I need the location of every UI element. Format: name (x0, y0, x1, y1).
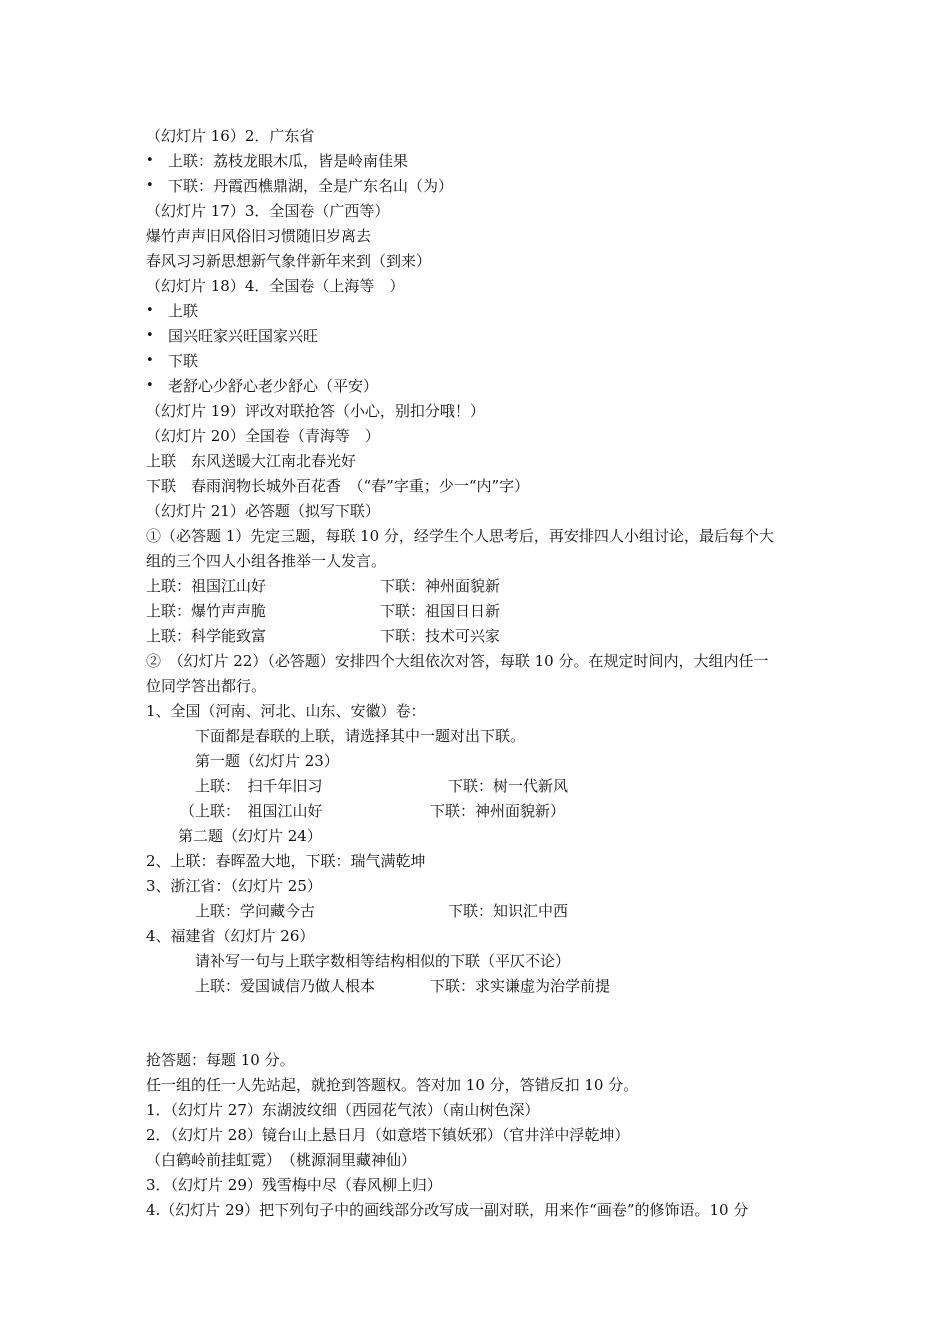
text-line: 请补写一句与上联字数相等结构相似的下联（平仄不论） (195, 952, 571, 970)
couplet-lower: 下联：技术可兴家 (380, 627, 501, 645)
text-line: 老舒心少舒心老少舒心（平安） (168, 377, 379, 395)
couplet-lower: 下联：知识汇中西 (448, 902, 569, 920)
couplet-lower: 下联：神州面貌新） (430, 802, 566, 820)
bullet-icon: • (146, 178, 154, 193)
text-line: 上联 东风送暖大江南北春光好 (146, 452, 357, 470)
text-line: 位同学答出都行。 (146, 677, 267, 695)
text-line: 下联 春雨润物长城外百花香 （“春”字重；少一“内”字） (146, 477, 530, 495)
couplet-lower: 下联：求实谦虚为治学前提 (430, 977, 611, 995)
text-line: 上联 (168, 302, 199, 320)
text-line: 下面都是春联的上联，请选择其中一题对出下联。 (195, 727, 526, 745)
text-line: 春风习习新思想新气象伴新年来到（到来） (146, 252, 432, 270)
text-line: 第二题（幻灯片 24） (178, 827, 322, 845)
text-line: （幻灯片 16）2．广东省 (146, 127, 315, 145)
couplet-lower: 下联：祖国日日新 (380, 602, 501, 620)
text-line: 3．（幻灯片 29）残雪梅中尽（春风柳上归） (146, 1176, 442, 1194)
text-line: ①（必答题 1）先定三题，每联 10 分，经学生个人思考后，再安排四人小组讨论，最后每个大 (146, 527, 774, 545)
bullet-icon: • (146, 328, 154, 343)
text-line: 4.（幻灯片 29）把下列句子中的画线部分改写成一副对联，用来作“画卷”的修饰语。10 分 (146, 1201, 749, 1219)
text-line: （幻灯片 21）必答题（拟写下联） (146, 502, 380, 520)
couplet-upper: 上联：科学能致富 (146, 627, 267, 645)
couplet-upper: 上联： 扫千年旧习 (195, 777, 323, 795)
couplet-lower: 下联：神州面貌新 (380, 577, 501, 595)
text-line: （幻灯片 19）评改对联抢答（小心，别扣分哦！） (146, 402, 485, 420)
text-line: 4、福建省（幻灯片 26） (146, 927, 315, 945)
bullet-icon: • (146, 353, 154, 368)
couplet-upper: （上联： 祖国江山好 (180, 802, 323, 820)
couplet-upper: 上联：学问藏今古 (195, 902, 316, 920)
text-line: 2．（幻灯片 28）镜台山上悬日月（如意塔下镇妖邪）（官井洋中浮乾坤） (146, 1126, 630, 1144)
text-line: 第一题（幻灯片 23） (195, 752, 339, 770)
text-line: 国兴旺家兴旺国家兴旺 (168, 327, 319, 345)
bullet-icon: • (146, 153, 154, 168)
text-line: 爆竹声声旧风俗旧习惯随旧岁离去 (146, 227, 372, 245)
couplet-upper: 上联：爆竹声声脆 (146, 602, 267, 620)
text-line: （幻灯片 18）4．全国卷（上海等 ） (146, 277, 405, 295)
text-line: 2、上联：春晖盈大地，下联：瑞气满乾坤 (146, 852, 426, 870)
text-line: （白鹤岭前挂虹霓） （桃源洞里藏神仙） (146, 1151, 417, 1169)
couplet-upper: 上联：祖国江山好 (146, 577, 267, 595)
couplet-upper: 上联：爱国诚信乃做人根本 (195, 977, 376, 995)
bullet-icon: • (146, 303, 154, 318)
text-line: ② （幻灯片 22）（必答题）安排四个大组依次对答，每联 10 分。在规定时间内，大组内任一 (146, 652, 769, 670)
text-line: 组的三个四人小组各推举一人发言。 (146, 552, 387, 570)
text-line: 抢答题：每题 10 分。 (146, 1051, 295, 1069)
text-line: 1．（幻灯片 27）东湖波纹细（西园花气浓）（南山树色深） (146, 1101, 540, 1119)
text-line: 任一组的任一人先站起，就抢到答题权。答对加 10 分，答错反扣 10 分。 (146, 1076, 639, 1094)
text-line: （幻灯片 20）全国卷（青海等 ） (146, 427, 380, 445)
text-line: 上联：荔枝龙眼木瓜，皆是岭南佳果 (168, 152, 409, 170)
text-line: （幻灯片 17）3．全国卷（广西等） (146, 202, 390, 220)
couplet-lower: 下联：树一代新风 (448, 777, 569, 795)
text-line: 下联：丹霞西樵鼎湖，全是广东名山（为） (168, 177, 454, 195)
text-line: 1、全国（河南、河北、山东、安徽）卷： (146, 702, 426, 720)
text-line: 下联 (168, 352, 199, 370)
bullet-icon: • (146, 378, 154, 393)
text-line: 3、浙江省：（幻灯片 25） (146, 877, 322, 895)
